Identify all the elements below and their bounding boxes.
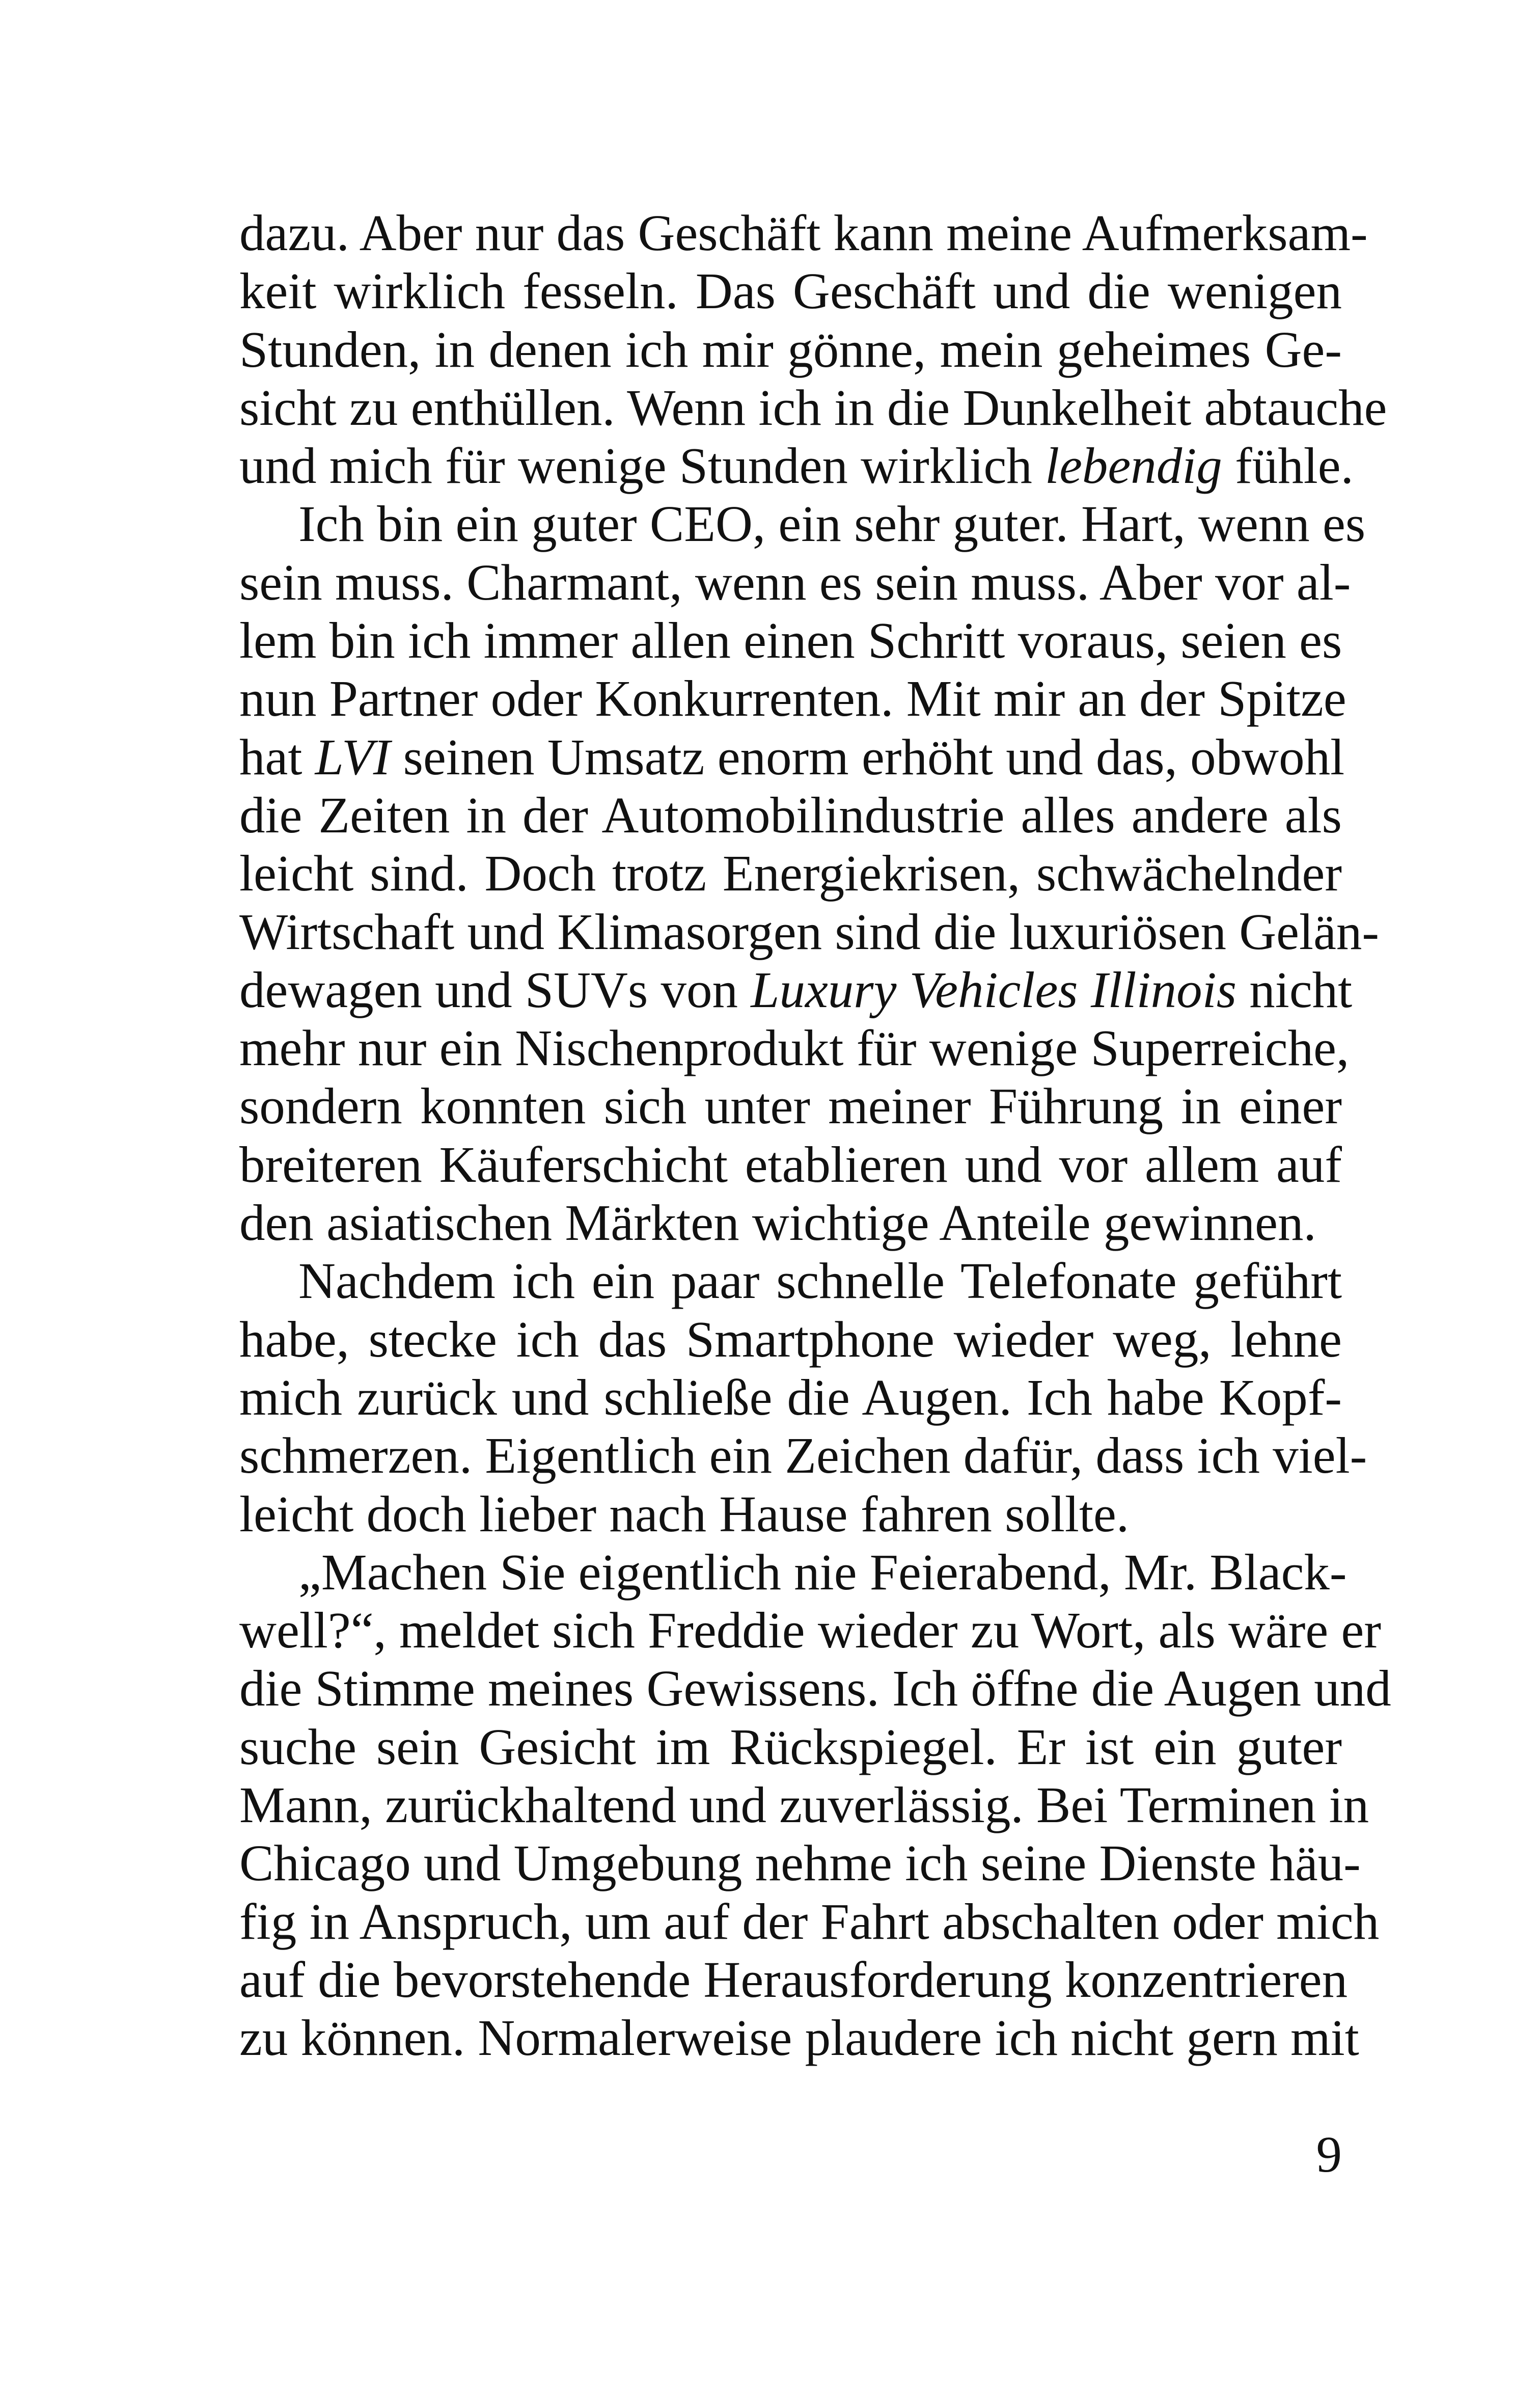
text-segment: zu können. Normalerweise plaudere ich nicht gern mit bbox=[239, 2009, 1359, 2067]
text-segment: sicht zu enthüllen. Wenn ich in die Dunkelheit abtauche bbox=[239, 378, 1387, 436]
text-segment: leicht sind. Doch trotz Energiekrisen, schwächelnder bbox=[239, 845, 1342, 902]
text-line bbox=[239, 1834, 1361, 1892]
text-segment: hat bbox=[239, 728, 315, 786]
text-line bbox=[239, 553, 1351, 611]
text-line bbox=[239, 1543, 1347, 1601]
text-segment: schmerzen. Eigentlich ein Zeichen dafür, dass ich viel- bbox=[239, 1427, 1367, 1484]
text-segment: breiteren Käuferschicht etablieren und vor allem auf bbox=[239, 1135, 1342, 1193]
text-line bbox=[239, 1019, 1350, 1077]
text-line bbox=[239, 611, 1342, 669]
text-line bbox=[239, 1194, 1342, 1252]
text-segment: Mann, zurückhaltend und zuverlässig. Bei Terminen in bbox=[239, 1776, 1369, 1834]
text-segment: lem bin ich immer allen einen Schritt voraus, seien es bbox=[239, 612, 1342, 669]
italic-text: lebendig bbox=[1045, 437, 1222, 495]
text-segment: sondern konnten sich unter meiner Führung in einer bbox=[239, 1077, 1342, 1135]
italic-text: Luxury Vehicles Illinois bbox=[751, 961, 1237, 1018]
text-segment: Wirtschaft und Klimasorgen sind die luxuriösen Gelän- bbox=[239, 903, 1380, 960]
text-line bbox=[239, 1718, 1342, 1776]
text-segment: leicht doch lieber nach Hause fahren sollte. bbox=[239, 1485, 1130, 1542]
text-segment: habe, stecke ich das Smartphone wieder weg, lehne bbox=[239, 1310, 1342, 1368]
text-line bbox=[239, 1426, 1367, 1484]
text-line bbox=[239, 378, 1387, 437]
text-segment: Ich bin ein guter CEO, ein sehr guter. Hart, wenn es bbox=[298, 495, 1366, 553]
text-line bbox=[239, 728, 1345, 786]
body-text bbox=[239, 204, 1391, 2067]
text-segment: nicht bbox=[1236, 961, 1353, 1018]
text-segment: mich zurück und schließe die Augen. Ich habe Kopf- bbox=[239, 1368, 1342, 1426]
text-segment: suche sein Gesicht im Rückspiegel. Er ist ein guter bbox=[239, 1718, 1342, 1775]
text-line bbox=[239, 1601, 1381, 1659]
text-line bbox=[239, 1892, 1380, 1951]
text-line bbox=[239, 2009, 1359, 2067]
page-number: 9 bbox=[1316, 2126, 1342, 2183]
text-segment: fühle. bbox=[1222, 437, 1354, 495]
text-line bbox=[239, 1951, 1348, 2009]
text-line bbox=[239, 1659, 1391, 1717]
text-line bbox=[239, 1368, 1342, 1426]
text-line bbox=[239, 437, 1354, 495]
text-segment: den asiatischen Märkten wichtige Anteile gewinnen. bbox=[239, 1194, 1316, 1252]
text-line bbox=[239, 844, 1342, 902]
text-segment: und mich für wenige Stunden wirklich bbox=[239, 437, 1046, 495]
text-segment: well?“, meldet sich Freddie wieder zu Wort, als wäre er bbox=[239, 1602, 1381, 1659]
text-segment: nun Partner oder Konkurrenten. Mit mir an der Spitze bbox=[239, 670, 1346, 727]
text-line bbox=[239, 786, 1342, 844]
text-line bbox=[239, 903, 1380, 961]
text-segment: „Machen Sie eigentlich nie Feierabend, Mr. Black- bbox=[298, 1543, 1347, 1601]
text-segment: seinen Umsatz enorm erhöht und das, obwohl bbox=[390, 728, 1345, 786]
text-line bbox=[239, 1252, 1342, 1310]
italic-text: LVI bbox=[315, 728, 391, 786]
text-segment: sein muss. Charmant, wenn es sein muss. Aber vor al- bbox=[239, 553, 1351, 611]
text-line bbox=[239, 961, 1353, 1019]
text-segment: Chicago und Umgebung nehme ich seine Dienste häu- bbox=[239, 1834, 1361, 1892]
text-segment: dazu. Aber nur das Geschäft kann meine Aufmerksam- bbox=[239, 204, 1368, 261]
text-line bbox=[239, 1135, 1342, 1194]
text-line bbox=[239, 1310, 1342, 1368]
text-segment: Nachdem ich ein paar schnelle Telefonate geführt bbox=[298, 1252, 1342, 1310]
text-line bbox=[239, 495, 1366, 553]
text-segment: mehr nur ein Nischenprodukt für wenige Superreiche, bbox=[239, 1019, 1350, 1077]
text-segment: dewagen und SUVs von bbox=[239, 961, 751, 1018]
text-line bbox=[239, 262, 1342, 320]
text-line bbox=[239, 1776, 1369, 1834]
text-line bbox=[239, 204, 1368, 262]
text-segment: keit wirklich fesseln. Das Geschäft und die wenigen bbox=[239, 262, 1342, 320]
text-segment: auf die bevorstehende Herausforderung konzentrieren bbox=[239, 1951, 1348, 2008]
text-line bbox=[239, 669, 1346, 727]
text-line bbox=[239, 1485, 1342, 1543]
text-segment: Stunden, in denen ich mir gönne, mein geheimes Ge- bbox=[239, 320, 1342, 378]
text-line bbox=[239, 320, 1342, 378]
text-segment: fig in Anspruch, um auf der Fahrt abschalten oder mich bbox=[239, 1892, 1380, 1950]
text-segment: die Zeiten in der Automobilindustrie alles andere als bbox=[239, 786, 1342, 844]
text-segment: die Stimme meines Gewissens. Ich öffne die Augen und bbox=[239, 1660, 1391, 1717]
text-line bbox=[239, 1077, 1342, 1135]
